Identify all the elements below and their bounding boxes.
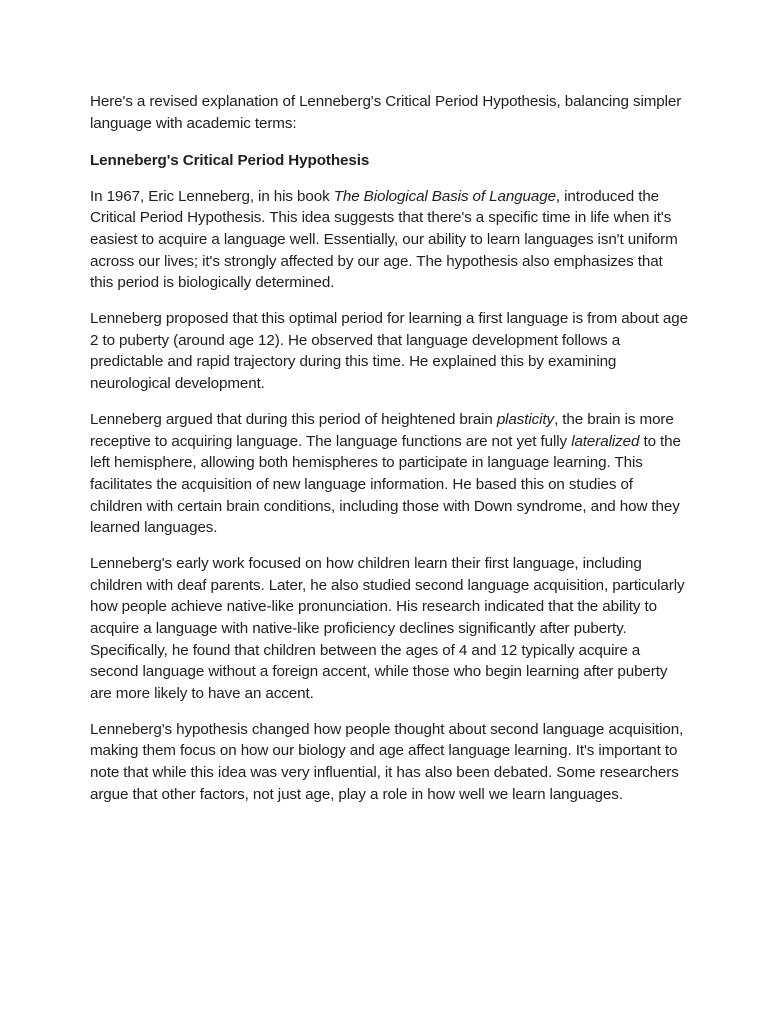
paragraph-3-text-a: Lenneberg argued that during this period of heightened brain (90, 411, 497, 429)
paragraph-5: Lenneberg's hypothesis changed how people thought about second language acquisition, making them focus on how our biology and age affect language learning. It's important to note that while this idea was very influential, it has also been debated. Some researchers argue that other factors, not just age, play a role in how well we learn languages. (90, 720, 684, 803)
term-plasticity: plasticity (496, 411, 555, 429)
paragraph-3-text-b: , the brain is more receptive to acquiring language. The language functions are not yet fully (90, 411, 674, 450)
paragraph-3 (90, 409, 688, 539)
document-heading: Lenneberg's Critical Period Hypothesis (90, 152, 370, 170)
paragraph-1-text-b: , introduced the Critical Period Hypothesis. This idea suggests that there's a specific time in life when it's easiest to acquire a language well. Essentially, our ability to learn languages isn't uniform across our lives; it's strongly affected by our age. The hypothesis also emphasizes that this period is biologically determined. (90, 187, 678, 292)
intro-paragraph: Here's a revised explanation of Lenneberg's Critical Period Hypothesis, balancing simpler language with academic terms: (90, 93, 682, 132)
book-title: The Biological Basis of Language (333, 187, 556, 205)
term-lateralized: lateralized (571, 432, 640, 450)
paragraph-4: Lenneberg's early work focused on how children learn their first language, including children with deaf parents. Later, he also studied second language acquisition, particularly how people achieve native-like pronunciation. His research indicated that the ability to acquire a language with native-like proficiency declines significantly after puberty. Specifically, he found that children between the ages of 4 and 12 typically acquire a second language without a foreign accent, while those who begin learning after puberty are more likely to have an accent. (90, 555, 685, 702)
document-body (90, 91, 688, 820)
paragraph-1-text-a: In 1967, Eric Lenneberg, in his book (90, 187, 334, 205)
paragraph-2: Lenneberg proposed that this optimal period for learning a first language is from about age 2 to puberty (around age 12). He observed that language development follows a predictable and rapid trajectory during this time. He explained this by examining neurological development. (90, 310, 688, 393)
paragraph-3-text-c: to the left hemisphere, allowing both hemispheres to participate in language learning. This facilitates the acquisition of new language information. He based this on studies of children with certain brain conditions, including those with Down syndrome, and how they learned languages. (90, 432, 681, 537)
paragraph-1 (90, 186, 688, 294)
